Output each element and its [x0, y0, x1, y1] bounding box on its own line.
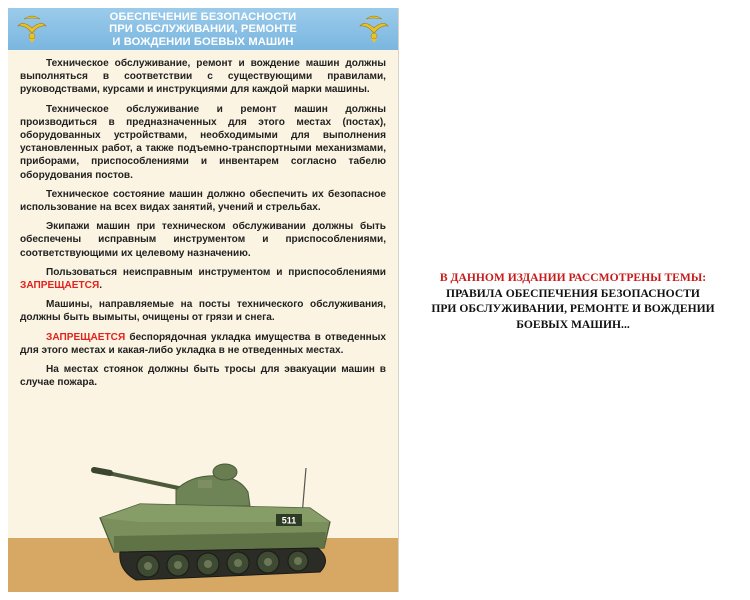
- poster-body: [20, 57, 386, 395]
- topics-line: ПРАВИЛА ОБЕСПЕЧЕНИЯ БЕЗОПАСНОСТИ: [446, 286, 700, 300]
- paratrooper-emblem-icon: [15, 14, 49, 44]
- poster-paragraph: [20, 266, 386, 292]
- warning-highlight: ЗАПРЕЩАЕТСЯ: [46, 331, 126, 343]
- topics-line: БОЕВЫХ МАШИН...: [516, 317, 630, 331]
- poster-title-line: ОБЕСПЕЧЕНИЕ БЕЗОПАСНОСТИ: [109, 11, 297, 23]
- poster-paragraph: На местах стоянок должны быть тросы для эвакуации машин в случае пожара.: [20, 364, 386, 389]
- poster-paragraph: Техническое состояние машин должно обеспечить их безопасное использование на всех видах занятий, учений и стрельбах.: [20, 188, 386, 214]
- poster-paragraph: [20, 331, 386, 357]
- topics-heading: В ДАННОМ ИЗДАНИИ РАССМОТРЕНЫ ТЕМЫ:: [439, 271, 707, 284]
- paratrooper-emblem-icon: [357, 14, 391, 44]
- poster-paragraph: Экипажи машин при техническом обслуживании должны быть обеспечены исправным инструментом и приспособлениями, соответствующими их целевому назначению.: [20, 221, 386, 259]
- poster-title-line: И ВОЖДЕНИИ БОЕВЫХ МАШИН: [112, 35, 294, 48]
- paragraph-text: беспорядочная укладка имущества в отведенных для этого местах и какая-либо укладка в не отведенных местах.: [20, 331, 386, 356]
- poster-title: [68, 11, 338, 48]
- paragraph-text: Пользоваться неисправным инструментом и приспособлениями: [46, 266, 386, 278]
- poster-paragraph: Техническое обслуживание, ремонт и вождение машин должны выполняться в соответствии с существующими правилами, руководствами, курсами и инструкциями для каждой марки машины.: [20, 58, 386, 96]
- poster-title-line: ПРИ ОБСЛУЖИВАНИИ, РЕМОНТЕ: [109, 23, 297, 36]
- poster-header: [8, 8, 398, 50]
- edition-topics-note: [418, 270, 728, 332]
- poster-paragraph: Техническое обслуживание и ремонт машин должны производиться в предназначенных для этого местах (постах), оборудованных устройствами, необходимыми для выполнения установленных работ, а также подъемно-транспортными механизмами, приборами, приспособлениями и инвентарем согласно табелю оборудования постов.: [20, 103, 386, 181]
- vehicle-number: 511: [281, 515, 297, 526]
- poster-paragraph: Машины, направляемые на посты технического обслуживания, должны быть вымыты, очищены от грязи и снега.: [20, 299, 386, 324]
- paragraph-text: .: [99, 280, 103, 292]
- topics-line: ПРИ ОБСЛУЖИВАНИИ, РЕМОНТЕ И ВОЖДЕНИИ: [431, 302, 715, 316]
- armored-vehicle-illustration: [80, 456, 340, 592]
- safety-poster: [8, 8, 399, 592]
- warning-highlight: ЗАПРЕЩАЕТСЯ: [20, 280, 100, 292]
